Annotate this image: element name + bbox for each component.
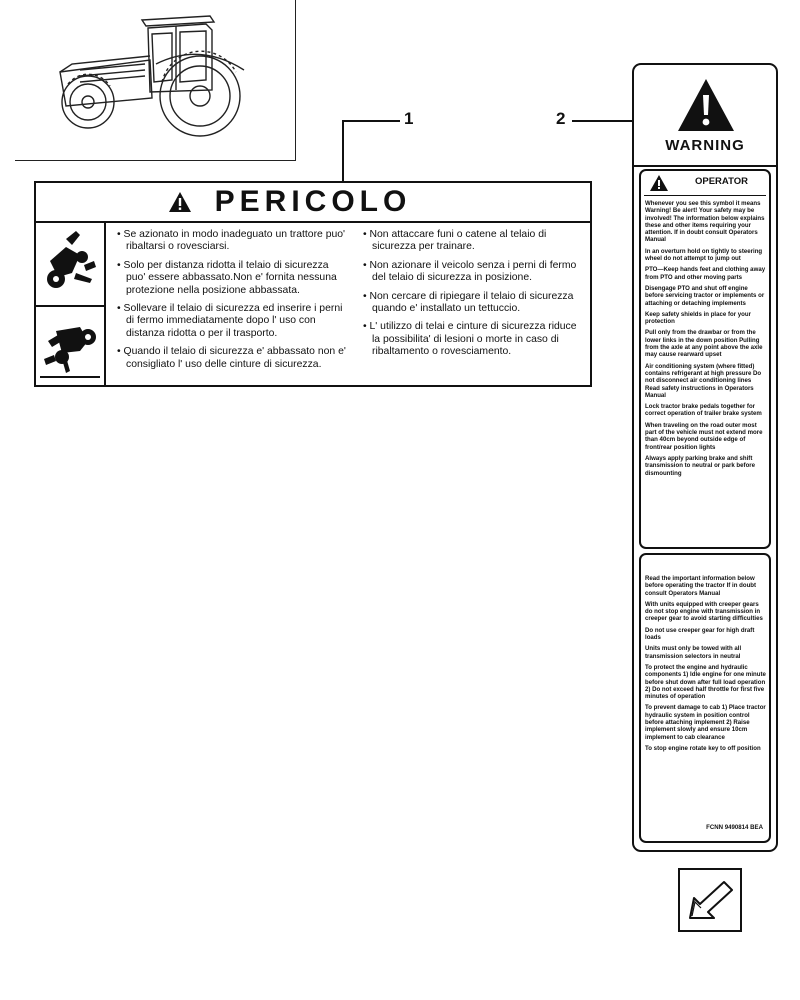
- instruction-paragraph: Do not use creeper gear for high draft loads: [645, 626, 755, 642]
- instructions-section: [639, 553, 771, 843]
- pictogram-column: [36, 221, 106, 387]
- operator-paragraph: Keep safety shields in place for your protection: [645, 310, 751, 326]
- callout-leader-1-h: [342, 120, 400, 122]
- operator-text: [645, 200, 767, 481]
- operator-divider: [644, 195, 766, 196]
- tractor-overturn-pictogram: [36, 307, 104, 387]
- tractor-thumbnail: [0, 0, 296, 160]
- pericolo-bullet: • Quando il telaio di sicurezza e' abbassato non e' consigliato l' uso delle cinture di sicurezza.: [117, 346, 346, 370]
- callout-leader-1-v: [342, 120, 344, 181]
- pericolo-bullet: • Se azionato in modo inadeguato un trattore puo' ribaltarsi o rovesciarsi.: [117, 229, 346, 253]
- operator-paragraph: Air conditioning system (where fitted) contains refrigerant at high pressure Do not disconnect air conditioning lines Read safety instructions in Operators Manual: [645, 362, 762, 399]
- operator-paragraph: Always apply parking brake and shift transmission to neutral or park before dismounting: [645, 454, 756, 477]
- back-navigation-button[interactable]: [678, 868, 742, 932]
- decal-pericolo-header: [36, 183, 590, 223]
- decal-pericolo-title: PERICOLO: [214, 185, 412, 218]
- instruction-paragraph: With units equipped with creeper gears do not stop engine with transmission in creeper gear to avoid starting difficulties: [645, 600, 763, 623]
- operator-paragraph: Disengage PTO and shut off engine before servicing tractor or implements or attaching or detaching implements: [645, 284, 765, 307]
- operator-paragraph: PTO—Keep hands feet and clothing away from PTO and other moving parts: [645, 266, 766, 281]
- pericolo-bullet: • Non cercare di ripiegare il telaio di sicurezza quando e' installato un tettuccio.: [363, 290, 574, 315]
- callout-number-2: 2: [556, 109, 566, 128]
- pericolo-bullet: • Non azionare il veicolo senza i perni di fermo del telaio di sicurezza in posizione.: [363, 259, 577, 284]
- operator-paragraph: Pull only from the drawbar or from the lower links in the down position Pulling from the axle at any point above the axle may cause rearward upset: [645, 329, 763, 359]
- instruction-paragraph: To protect the engine and hydraulic components 1) Idle engine for one minute before shut down after full load operation 2) Do not exceed half throttle for first five minutes of operation: [645, 663, 766, 701]
- callout-leader-2: [572, 120, 632, 122]
- pericolo-bullet: • Sollevare il telaio di sicurezza ed inserire i perni di fermo immediatamente dopo l' uso con distanza ridotta o per il trasporto.: [117, 303, 343, 339]
- pericolo-bullet: • Non attaccare funi o catene al telaio di sicurezza per trainare.: [363, 229, 547, 253]
- pericolo-column-right: [362, 229, 586, 365]
- instruction-paragraph: Units must only be towed with all transmission selectors in neutral: [645, 645, 742, 660]
- thumbnail-frame-right: [295, 0, 296, 160]
- back-arrow-icon: [680, 870, 740, 930]
- warning-triangle-icon: [676, 77, 736, 133]
- tractor-thumbnail-icon: [0, 0, 296, 160]
- pericolo-column-left: [116, 229, 348, 377]
- tractor-rollover-pictogram: [36, 221, 104, 307]
- part-number: FCNN 9490814 BEA: [706, 824, 763, 831]
- warning-triangle-icon: [649, 174, 669, 192]
- callout-number-1: 1: [404, 109, 414, 128]
- instruction-paragraph: To prevent damage to cab 1) Place tractor hydraulic system in position control before attaching implement 2) Raise implement slowly and ensure 10cm implement to cab clearance: [645, 704, 766, 741]
- warning-word: WARNING: [665, 137, 745, 154]
- pericolo-bullet: • L' utilizzo di telai e cinture di sicurezza riduce la possibilita' di lesioni o morte in caso di ribaltamento o rovesciamento.: [363, 321, 577, 358]
- instruction-paragraph: Read the important information below before operating the tractor If in doubt consult Operators Manual: [645, 575, 757, 597]
- decal-warning-header: [634, 65, 776, 167]
- operator-paragraph: In an overturn hold on tightly to steering wheel do not attempt to jump out: [645, 247, 763, 263]
- decal-pericolo[interactable]: [34, 181, 592, 387]
- operator-label: OPERATOR: [695, 176, 748, 187]
- thumbnail-frame-bottom: [15, 160, 296, 161]
- operator-paragraph: Whenever you see this symbol it means Warning! Be alert! Your safety may be involved! The information below explains these and other items requiring your attention. If in doubt consult Operators Manual: [645, 200, 765, 244]
- operator-paragraph: Lock tractor brake pedals together for correct operation of trailer brake system: [645, 403, 762, 418]
- decal-warning[interactable]: [632, 63, 778, 852]
- instruction-paragraph: To stop engine rotate key to off position: [645, 744, 761, 752]
- instructions-text: [645, 575, 767, 756]
- operator-paragraph: When traveling on the road outer most part of the vehicle must not extend more than 40cm beyond outside edge of front/rear position lights: [645, 421, 763, 451]
- pericolo-bullet: • Solo per distanza ridotta il telaio di sicurezza puo' essere abbassato.Non e' fornita nessuna protezione nella posizione abbassata.: [117, 259, 337, 296]
- operator-section: [639, 169, 771, 549]
